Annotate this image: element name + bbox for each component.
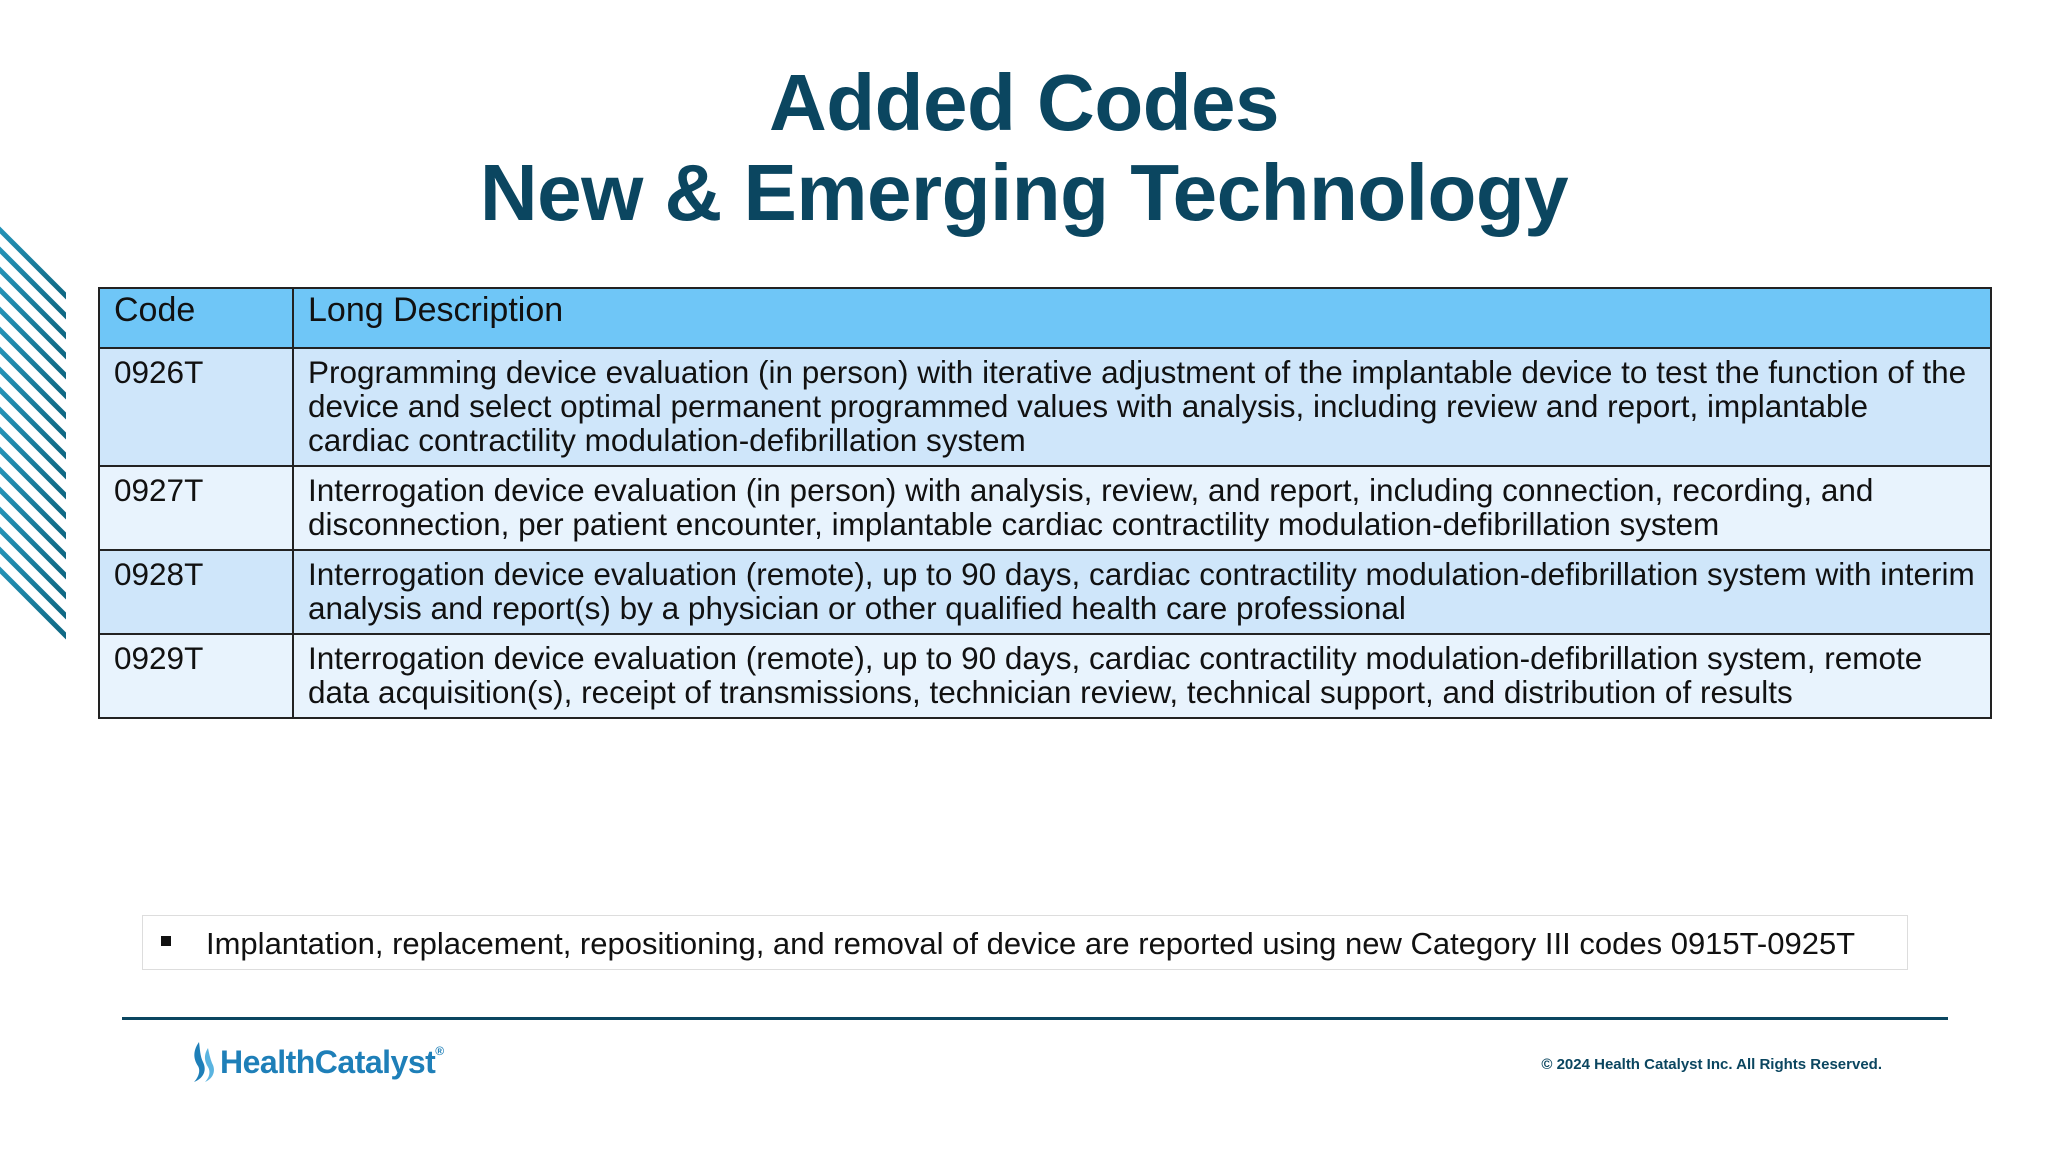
row-description: Interrogation device evaluation (remote), up to 90 days, cardiac contractility modulation-defibrillation system with interim analysis and report(s) by a physician or other qualified health care professional (293, 550, 1991, 634)
header-long-description: Long Description (293, 288, 1991, 348)
slide-title (0, 58, 2048, 238)
table-row (99, 634, 1991, 718)
row-description: Programming device evaluation (in person) with iterative adjustment of the implantable device to test the function of the device and select optimal permanent programmed values with analysis, including review and report, implantable cardiac contractility modulation-defibrillation system (293, 348, 1991, 466)
logo-wordmark: HealthCatalyst® (220, 1043, 444, 1080)
row-code: 0928T (99, 550, 293, 634)
table-header-row (99, 288, 1991, 348)
row-code: 0929T (99, 634, 293, 718)
flame-logo-icon (190, 1040, 216, 1084)
row-description: Interrogation device evaluation (in person) with analysis, review, and report, including connection, recording, and disconnection, per patient encounter, implantable cardiac contractility modulation-defibrillation system (293, 466, 1991, 550)
note-box (142, 915, 1908, 970)
title-line-1: Added Codes (768, 58, 1280, 147)
note-text: Implantation, replacement, repositioning, and removal of device are reported using new Category III codes 0915T-0925T (206, 926, 1856, 961)
table-row (99, 466, 1991, 550)
footer-divider (122, 1017, 1948, 1020)
row-code: 0927T (99, 466, 293, 550)
health-catalyst-logo (190, 1040, 444, 1084)
table-row (99, 348, 1991, 466)
table-row (99, 550, 1991, 634)
header-code: Code (99, 288, 293, 348)
decorative-stripes (0, 210, 70, 650)
bullet-icon (161, 936, 171, 946)
title-line-2: New & Emerging Technology (479, 148, 1569, 237)
row-description: Interrogation device evaluation (remote), up to 90 days, cardiac contractility modulation-defibrillation system, remote data acquisition(s), receipt of transmissions, technician review, technical support, and distribution of results (293, 634, 1991, 718)
row-code: 0926T (99, 348, 293, 466)
copyright-text: © 2024 Health Catalyst Inc. All Rights Reserved. (1541, 1056, 1882, 1073)
codes-table (98, 287, 1992, 719)
